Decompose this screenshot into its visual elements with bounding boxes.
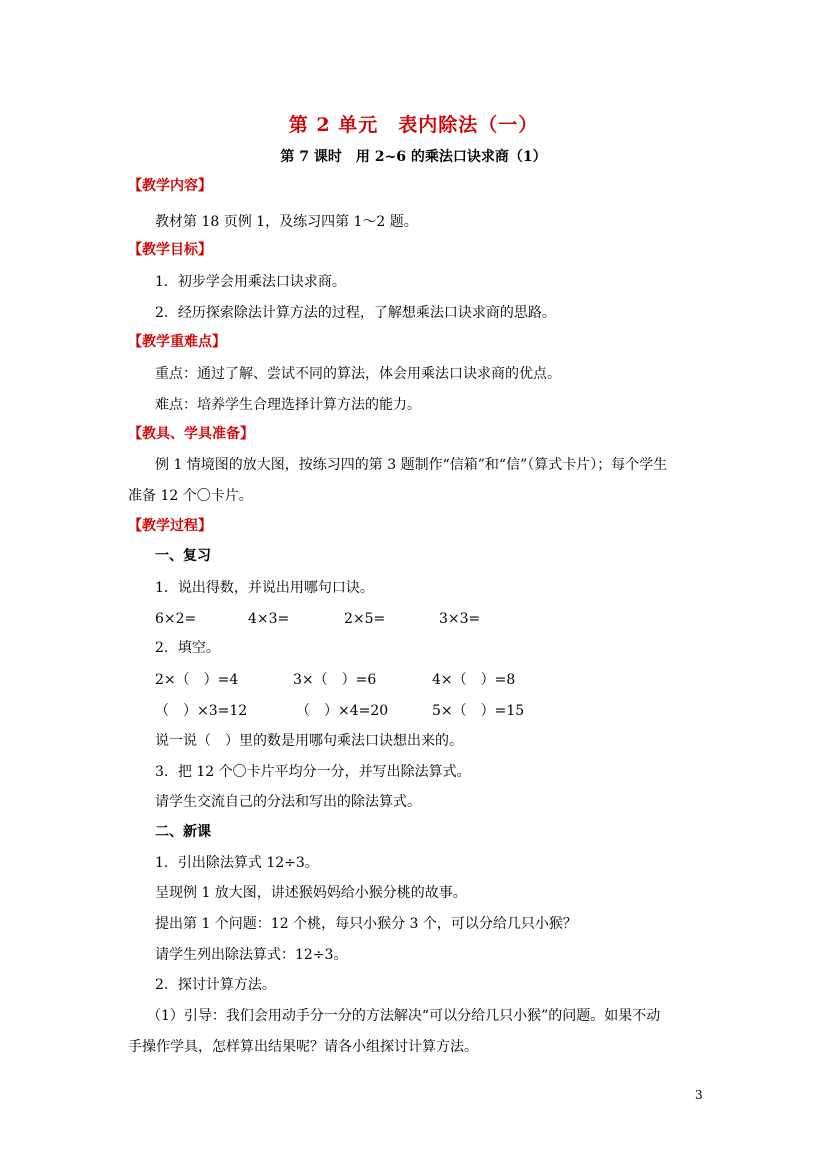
paragraph: 请学生列出除法算式：12÷3。 <box>155 947 348 963</box>
lesson-subtitle: 第 7 课时 用 2~6 的乘法口诀求商（1） <box>280 149 547 165</box>
paragraph: 手操作学具，怎样算出结果呢？请各小组探讨计算方法。 <box>128 1039 478 1055</box>
equation: 4×（ ）=8 <box>432 672 516 688</box>
equation: （ ）×4=20 <box>296 703 389 719</box>
paragraph: 1．初步学会用乘法口诀求商。 <box>155 274 346 290</box>
heading-teaching-process: 【教学过程】 <box>128 518 212 534</box>
paragraph: 教材第 18 页例 1，及练习四第 1～2 题。 <box>155 214 418 230</box>
heading-key-points: 【教学重难点】 <box>128 334 226 350</box>
equation: （ ）×3=12 <box>155 703 248 719</box>
equation: 5×（ ）=15 <box>432 703 525 719</box>
page-number: 3 <box>695 1088 703 1102</box>
paragraph: 说一说（ ）里的数是用哪句乘法口诀想出来的。 <box>155 733 463 749</box>
equation: 3×3= <box>439 611 481 627</box>
paragraph: 1．引出除法算式 12÷3。 <box>155 855 319 871</box>
paragraph: 准备 12 个〇卡片。 <box>128 488 253 504</box>
heading-materials: 【教具、学具准备】 <box>128 426 254 442</box>
equation: 2×（ ）=4 <box>155 672 239 688</box>
paragraph: 2．探讨计算方法。 <box>155 977 276 993</box>
paragraph: 1．说出得数，并说出用哪句口诀。 <box>155 580 374 596</box>
section-new-lesson: 二、新课 <box>155 824 211 840</box>
paragraph: 3．把 12 个〇卡片平均分一分，并写出除法算式。 <box>155 764 471 780</box>
paragraph: 提出第 1 个问题：12 个桃，每只小猴分 3 个，可以分给几只小猴？ <box>155 916 577 932</box>
paragraph: 呈现例 1 放大图，讲述猴妈妈给小猴分桃的故事。 <box>155 885 467 901</box>
heading-teaching-content: 【教学内容】 <box>128 178 212 194</box>
paragraph: 2．经历探索除法计算方法的过程，了解想乘法口诀求商的思路。 <box>155 305 556 321</box>
heading-teaching-goals: 【教学目标】 <box>128 242 212 258</box>
paragraph: （1）引导：我们会用动手分一分的方法解决“可以分给几只小猴”的问题。如果不动 <box>147 1008 661 1024</box>
paragraph: 重点：通过了解、尝试不同的算法，体会用乘法口诀求商的优点。 <box>155 366 561 382</box>
paragraph: 例 1 情境图的放大图，按练习四的第 3 题制作“信箱”和“信”（算式卡片）；每个学生 <box>155 457 668 473</box>
section-review: 一、复习 <box>155 548 211 564</box>
paragraph: 难点：培养学生合理选择计算方法的能力。 <box>155 397 421 413</box>
unit-title: 第 2 单元 表内除法（一） <box>288 114 539 136</box>
paragraph: 请学生交流自己的分法和写出的除法算式。 <box>155 794 421 810</box>
equation: 2×5= <box>344 611 386 627</box>
paragraph: 2．填空。 <box>155 640 220 656</box>
equation: 6×2= <box>155 611 197 627</box>
equation: 3×（ ）=6 <box>293 672 377 688</box>
equation: 4×3= <box>248 611 290 627</box>
